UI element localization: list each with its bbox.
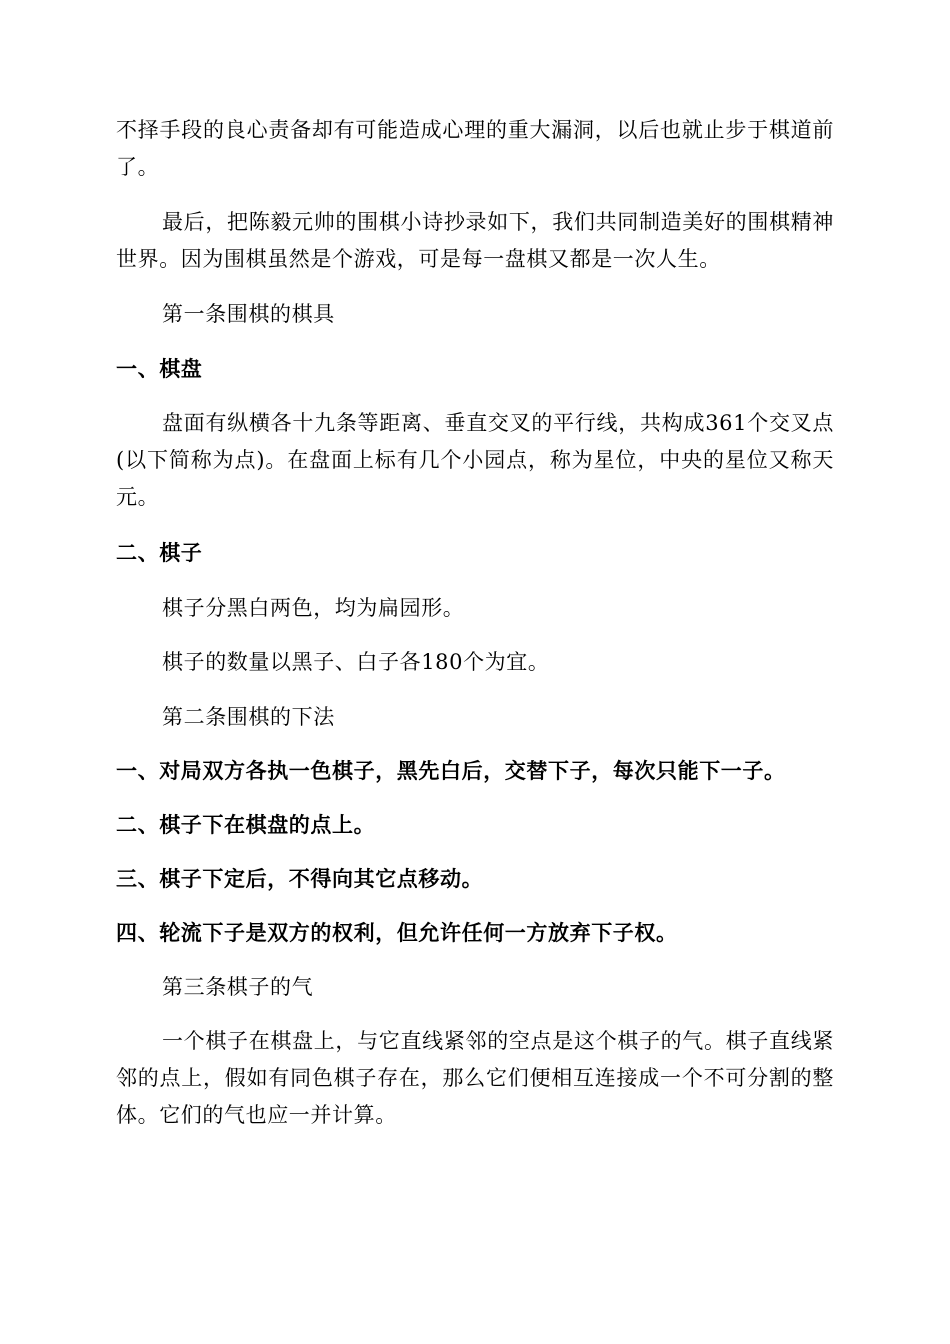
section-heading-1: 第一条围棋的棋具 <box>162 302 335 326</box>
paragraph-liberties: 一个棋子在棋盘上，与它直线紧邻的空点是这个棋子的气。棋子直线紧邻的点上，假如有同色棋子存在，那么它们便相互连接成一个不可分割的整体。它们的气也应一并计算。 <box>116 1029 834 1127</box>
section-heading-3: 第三条棋子的气 <box>162 975 314 999</box>
rule-2: 二、棋子下在棋盘的点上。 <box>116 813 376 837</box>
subheading-board: 一、棋盘 <box>116 357 203 381</box>
paragraph-2: 最后，把陈毅元帅的围棋小诗抄录如下，我们共同制造美好的围棋精神世界。因为围棋虽然是个游戏，可是每一盘棋又都是一次人生。 <box>116 210 834 271</box>
rule-3: 三、棋子下定后，不得向其它点移动。 <box>116 867 484 891</box>
paragraph-stones-count: 棋子的数量以黑子、白子各180个为宜。 <box>162 650 550 674</box>
paragraph-stones-color: 棋子分黑白两色，均为扁园形。 <box>162 596 465 620</box>
paragraph-board: 盘面有纵横各十九条等距离、垂直交叉的平行线，共构成361个交叉点(以下简称为点)。在盘面上标有几个小园点，称为星位，中央的星位又称天元。 <box>116 411 834 509</box>
rule-4: 四、轮流下子是双方的权利，但允许任何一方放弃下子权。 <box>116 921 678 945</box>
paragraph-1: 不择手段的良心责备却有可能造成心理的重大漏洞，以后也就止步于棋道前了。 <box>116 118 834 179</box>
rule-1: 一、对局双方各执一色棋子，黑先白后，交替下子，每次只能下一子。 <box>116 759 786 783</box>
subheading-stones: 二、棋子 <box>116 541 203 565</box>
section-heading-2: 第二条围棋的下法 <box>162 705 335 729</box>
